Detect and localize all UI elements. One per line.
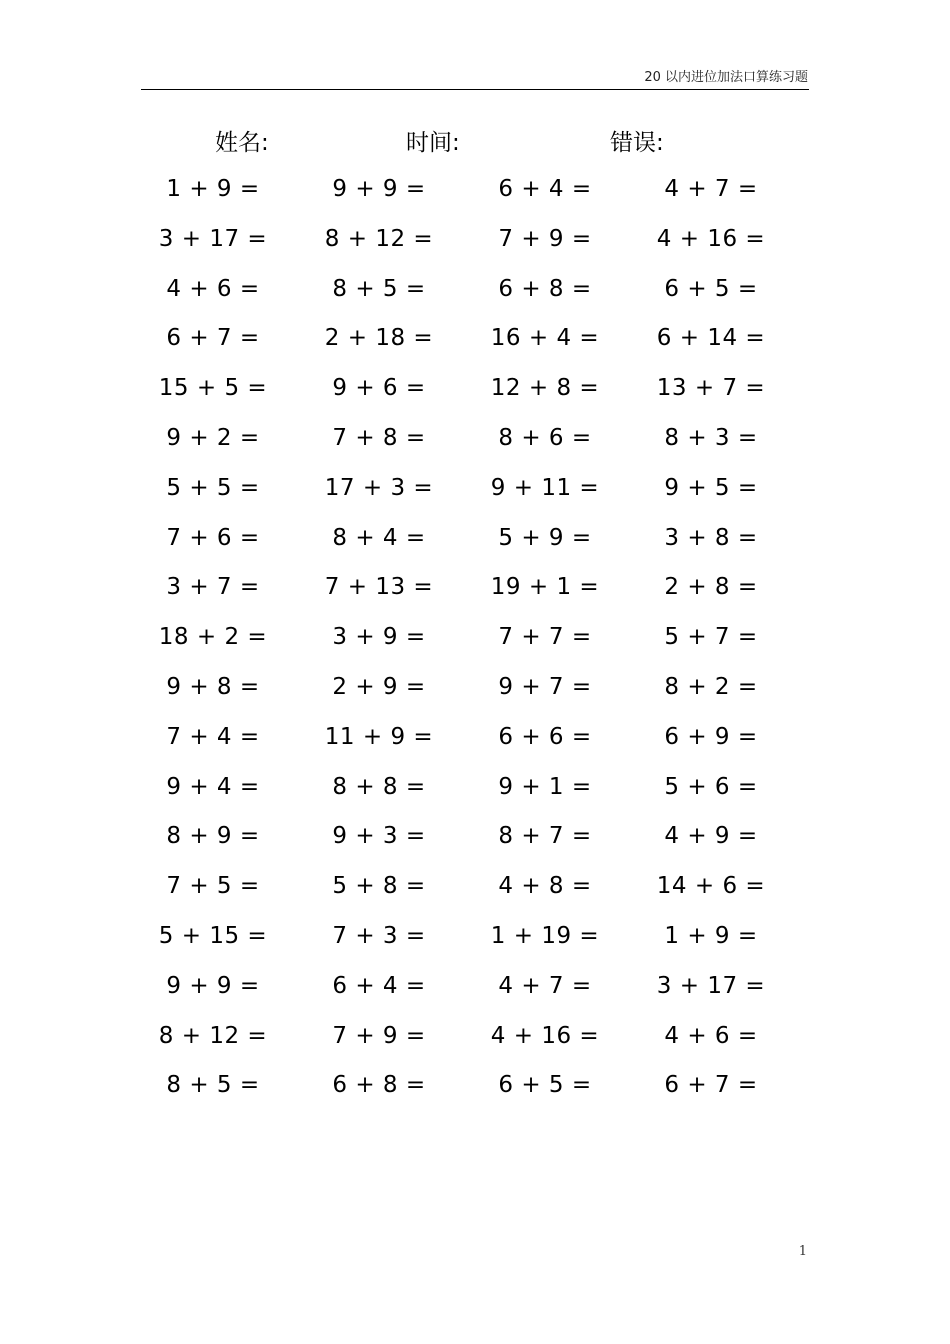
problem-cell: 7 + 4 =: [166, 723, 260, 750]
problem-cell: 9 + 11 =: [490, 474, 600, 501]
problem-cell: 5 + 5 =: [166, 474, 260, 501]
problem-cell: 6 + 4 =: [332, 972, 426, 999]
problem-cell: 2 + 9 =: [332, 673, 426, 700]
problem-cell: 7 + 9 =: [332, 1022, 426, 1049]
problem-cell: 7 + 8 =: [332, 424, 426, 451]
problem-cell: 9 + 3 =: [332, 823, 426, 850]
problem-cell: 4 + 7 =: [664, 176, 758, 202]
problem-cell: 1 + 19 =: [490, 922, 600, 949]
problem-cell: 9 + 7 =: [498, 673, 592, 700]
problem-cell: 8 + 4 =: [332, 524, 426, 551]
problem-cell: 4 + 6 =: [664, 1022, 758, 1049]
problem-cell: 6 + 14 =: [656, 325, 766, 352]
problem-cell: 8 + 12 =: [158, 1022, 268, 1049]
problem-cell: 8 + 5 =: [332, 275, 426, 302]
problem-cell: 7 + 13 =: [324, 574, 434, 601]
problem-cell: 18 + 2 =: [158, 624, 268, 651]
problem-cell: 8 + 12 =: [324, 225, 434, 252]
problem-cell: 6 + 8 =: [332, 1072, 426, 1099]
problem-cell: 9 + 9 =: [332, 176, 426, 202]
problem-cell: 6 + 7 =: [664, 1072, 758, 1099]
page-number: 1: [798, 1244, 807, 1259]
problem-cell: 6 + 7 =: [166, 325, 260, 352]
problem-cell: 5 + 7 =: [664, 624, 758, 651]
problem-cell: 4 + 7 =: [498, 972, 592, 999]
problem-cell: 3 + 17 =: [158, 225, 268, 252]
problem-cell: 13 + 7 =: [656, 375, 766, 402]
problem-cell: 7 + 6 =: [166, 524, 260, 551]
problem-cell: 4 + 9 =: [664, 823, 758, 850]
problem-cell: 9 + 5 =: [664, 474, 758, 501]
problem-cell: 7 + 7 =: [498, 624, 592, 651]
problem-cell: 9 + 9 =: [166, 972, 260, 999]
problem-cell: 12 + 8 =: [490, 375, 600, 402]
problem-cell: 17 + 3 =: [324, 474, 434, 501]
problem-cell: 8 + 8 =: [332, 773, 426, 800]
problem-cell: 8 + 6 =: [498, 424, 592, 451]
problem-cell: 8 + 7 =: [498, 823, 592, 850]
problem-cell: 4 + 8 =: [498, 873, 592, 900]
problem-cell: 6 + 8 =: [498, 275, 592, 302]
problem-cell: 4 + 16 =: [490, 1022, 600, 1049]
problem-cell: 6 + 6 =: [498, 723, 592, 750]
problem-cell: 5 + 6 =: [664, 773, 758, 800]
problem-cell: 9 + 2 =: [166, 424, 260, 451]
problem-cell: 5 + 15 =: [158, 922, 268, 949]
info-row: [0, 124, 950, 160]
problem-cell: 11 + 9 =: [324, 723, 434, 750]
problem-cell: 6 + 9 =: [664, 723, 758, 750]
time-label: 时间:: [406, 130, 460, 156]
problem-cell: 7 + 5 =: [166, 873, 260, 900]
problem-cell: 19 + 1 =: [490, 574, 600, 601]
problem-cell: 9 + 4 =: [166, 773, 260, 800]
problem-cell: 2 + 8 =: [664, 574, 758, 601]
problem-cell: 6 + 4 =: [498, 176, 592, 202]
problem-cell: 8 + 2 =: [664, 673, 758, 700]
header-rule: [141, 89, 809, 90]
name-label: 姓名:: [215, 130, 269, 156]
problem-cell: 9 + 8 =: [166, 673, 260, 700]
problem-cell: 6 + 5 =: [498, 1072, 592, 1099]
problem-cell: 3 + 8 =: [664, 524, 758, 551]
problem-cell: 4 + 16 =: [656, 225, 766, 252]
problem-cell: 16 + 4 =: [490, 325, 600, 352]
problem-cell: 7 + 9 =: [498, 225, 592, 252]
problem-cell: 5 + 8 =: [332, 873, 426, 900]
problem-cell: 8 + 5 =: [166, 1072, 260, 1099]
problem-cell: 4 + 6 =: [166, 275, 260, 302]
problem-cell: 2 + 18 =: [324, 325, 434, 352]
problem-cell: 15 + 5 =: [158, 375, 268, 402]
header-title: 20 以内进位加法口算练习题: [644, 70, 808, 85]
problem-cell: 8 + 9 =: [166, 823, 260, 850]
errors-label: 错误:: [610, 130, 664, 156]
problem-cell: 9 + 6 =: [332, 375, 426, 402]
problem-cell: 9 + 1 =: [498, 773, 592, 800]
problem-cell: 1 + 9 =: [664, 922, 758, 949]
problem-cell: 6 + 5 =: [664, 275, 758, 302]
problem-cell: 8 + 3 =: [664, 424, 758, 451]
problem-cell: 1 + 9 =: [166, 176, 260, 202]
problem-cell: 7 + 3 =: [332, 922, 426, 949]
problem-cell: 3 + 9 =: [332, 624, 426, 651]
problem-cell: 5 + 9 =: [498, 524, 592, 551]
problem-cell: 3 + 7 =: [166, 574, 260, 601]
problem-grid: [130, 165, 766, 1111]
problem-cell: 3 + 17 =: [656, 972, 766, 999]
problem-cell: 14 + 6 =: [656, 873, 766, 900]
